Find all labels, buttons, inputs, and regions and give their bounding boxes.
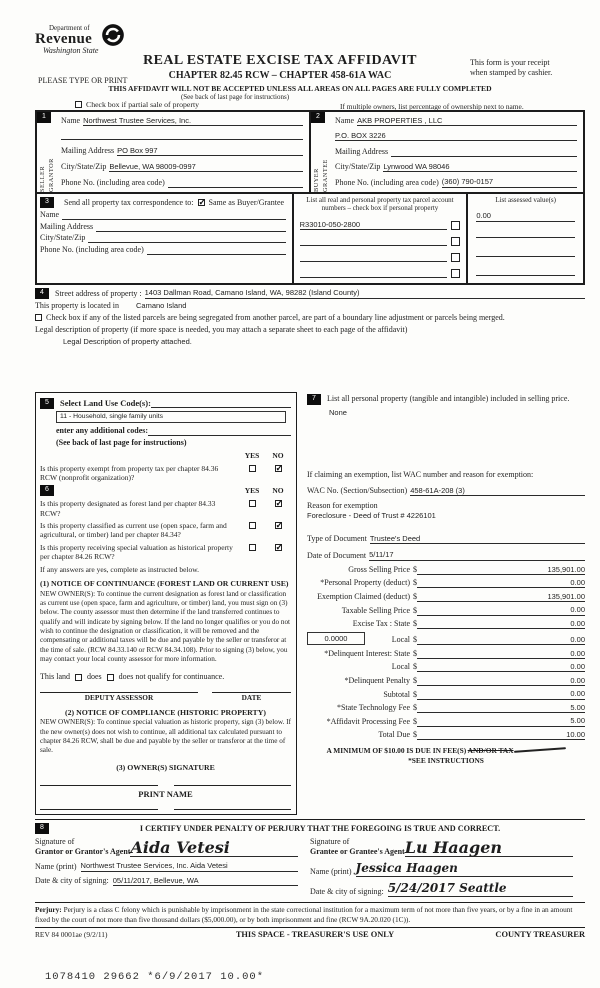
fee-label: Total Due	[378, 730, 410, 740]
partial-sale-row	[75, 100, 199, 110]
buyer-word: BUYER	[313, 168, 321, 192]
agency-line2: Revenue	[35, 30, 93, 47]
assessed-field[interactable]	[476, 229, 575, 238]
notice2-title: (2) NOTICE OF COMPLIANCE (HISTORIC PROPERTY)	[65, 707, 266, 717]
dollar-sign: $	[413, 689, 417, 699]
parcel-field[interactable]	[300, 269, 448, 278]
cashier-stamp: 1078410 29662 *6/9/2017 10.00*	[45, 970, 265, 983]
exempt-question: Is this property exempt from property tax per chapter 84.36 RCW (nonprofit organization)?	[40, 463, 219, 482]
footer-row	[35, 930, 585, 941]
parcel-field[interactable]: R33010-050-2800	[300, 220, 448, 230]
dollar-sign: $	[413, 619, 417, 629]
section7	[297, 392, 585, 815]
notice1-title: (1) NOTICE OF CONTINUANCE (FOREST LAND OR CURRENT USE)	[40, 578, 289, 588]
fee-label: Gross Selling Price	[348, 564, 410, 574]
forest-yes-checkbox[interactable]	[249, 500, 256, 507]
dollar-sign: $	[413, 578, 417, 588]
wac-field[interactable]: 458-61A-208 (3)	[410, 486, 585, 496]
receipt-note-line1: This form is your receipt	[470, 58, 550, 67]
parcel-checkbox[interactable]	[451, 269, 460, 278]
see-instructions-note: *SEE INSTRUCTIONS	[408, 755, 484, 765]
owner-printname-line[interactable]	[174, 809, 292, 810]
reason-label: Reason for exemption	[307, 500, 378, 510]
seller-side	[37, 112, 59, 192]
county-treasurer-label: COUNTY TREASURER	[495, 930, 585, 940]
fee-value[interactable]: 0.00	[417, 635, 585, 645]
personal-property-value: None	[329, 408, 347, 418]
does-checkbox[interactable]	[75, 674, 82, 681]
multiple-owners-note: If multiple owners, list percentage of ownership next to name.	[340, 102, 524, 111]
street-address-field[interactable]: 1403 Dallman Road, Camano Island, WA, 98282 (Island County)	[145, 288, 585, 298]
section6-badge: 6	[40, 485, 54, 496]
reason-value: Foreclosure - Deed of Trust # 4226101	[307, 510, 436, 520]
rev-number: REV 84 0001ae (9/2/11)	[35, 930, 108, 940]
land-use-box	[35, 392, 297, 815]
fee-label: Local	[391, 635, 410, 645]
doc-date-field[interactable]: 5/11/17	[369, 550, 585, 560]
current-use-yes-checkbox[interactable]	[249, 522, 256, 529]
notice1-body: NEW OWNER(S): To continue the current designation as forest land or classification as current use (open space, farm and agriculture, or timber) land, you must sign on (3) below. The county assessor must then determine if the land transferred continues to qualify and will indicate by signing below. If the land no longer qualifies or you do not wish to continue the designation or classification, it will be removed and the compensating or additional taxes will be due and payable by the seller or transferor at the time of sale. (RCW 84.33.140 or RCW 84.34.108). Prior to signing (3) below, you may contact your local county assessor for more information.	[40, 589, 291, 664]
fee-value[interactable]: 0.00	[417, 619, 585, 629]
grantee-signature-field[interactable]: Lu Haagen	[405, 840, 573, 857]
assessed-header: List assessed value(s)	[495, 196, 556, 204]
historical-question: Is this property receiving special valuation as historical property per chapter 84.26 RCW?	[40, 542, 233, 562]
section7-badge: 7	[307, 394, 321, 405]
section3	[37, 194, 583, 283]
legal-description-value: Legal Description of property attached.	[63, 336, 192, 346]
section8	[35, 819, 585, 897]
notice2-body: NEW OWNER(S): To continue special valuation as historic property, sign (3) below. If the new owner(s) does not wish to continue, all additional tax calculated pursuant to chapter 84.26 RCW, shall be due and payable by the seller or transferor at the time of sale.	[40, 718, 291, 755]
grantee-name-field[interactable]: Jessica Haagen	[356, 861, 573, 877]
same-as-buyer-label: Same as Buyer/Grantee	[208, 197, 285, 207]
local-rate-box[interactable]: 0.0000	[307, 632, 365, 645]
fee-label: *Delinquent Interest: State	[324, 648, 410, 658]
fee-label: *Delinquent Penalty	[344, 676, 410, 686]
dollar-sign: $	[413, 730, 417, 740]
segregated-label: Check box if any of the listed parcels are being segregated from another parcel, are part of a boundary line adjustment or parcels being merged.	[46, 312, 505, 322]
forest-no-checkbox[interactable]	[275, 500, 282, 507]
historical-yes-checkbox[interactable]	[249, 544, 256, 551]
seller-mail-field[interactable]: PO Box 997	[117, 146, 303, 156]
fee-value[interactable]: 0.00	[417, 662, 585, 672]
seller-section	[37, 112, 309, 192]
seller-city-label: City/State/Zip	[61, 162, 107, 172]
section4-badge: 4	[35, 288, 49, 299]
fee-value[interactable]: 135,901.00	[417, 565, 585, 575]
minimum-due-struck-text: AND/OR TAX	[467, 746, 514, 756]
section1-badge: 1	[37, 112, 51, 123]
corr-phone-field[interactable]	[147, 246, 286, 255]
grantor-agent-label: Grantor or Grantor's Agent	[35, 847, 131, 857]
wac-label: WAC No. (Section/Subsection)	[307, 485, 408, 495]
doc-date-label: Date of Document	[307, 550, 367, 560]
fee-value[interactable]: 135,901.00	[417, 592, 585, 602]
see-back-label: (See back of last page for instructions)	[56, 438, 187, 448]
parcel-header: List all real and personal property tax parcel account numbers – check box if personal property	[306, 196, 454, 213]
form-subtitle: CHAPTER 82.45 RCW – CHAPTER 458-61A WAC	[168, 70, 392, 81]
grantor-word: GRANTOR	[48, 158, 55, 192]
agency-line3: Washington State	[43, 46, 99, 56]
assessed-field[interactable]	[476, 267, 575, 276]
name-print-label: Name (print)	[35, 861, 77, 871]
parcel-checkbox[interactable]	[451, 253, 460, 262]
section5-badge: 5	[40, 398, 54, 409]
doc-type-field[interactable]: Trustee's Deed	[370, 534, 585, 544]
signature-of-label: Signature of	[310, 837, 350, 847]
seller-vertical-label	[37, 123, 59, 192]
date-city-label: Date & city of signing:	[35, 875, 109, 885]
street-address-label: Street address of property :	[55, 288, 142, 298]
buyer-phone-field[interactable]: (360) 790-0157	[442, 177, 577, 187]
no-header: NO	[272, 486, 284, 496]
dollar-sign: $	[413, 592, 417, 602]
exemption-label: If claiming an exemption, list WAC number and reason for exemption:	[307, 469, 534, 479]
send-correspondence-label: Send all property tax correspondence to:	[64, 197, 194, 207]
exempt-no-checkbox[interactable]	[275, 465, 282, 472]
no-header: NO	[272, 451, 284, 461]
name-print-label: Name (print)	[310, 867, 352, 877]
assessed-field[interactable]	[476, 248, 575, 257]
minimum-due-note	[307, 746, 585, 755]
buyer-section	[309, 112, 583, 192]
form-title: REAL ESTATE EXCISE TAX AFFIDAVIT	[143, 53, 417, 68]
pen-scribble	[514, 747, 566, 753]
fee-label: Subtotal	[383, 689, 410, 699]
warning-line: THIS AFFIDAVIT WILL NOT BE ACCEPTED UNLESS ALL AREAS ON ALL PAGES ARE FULLY COMPLETED	[108, 84, 492, 93]
grantee-word: GRANTEE	[322, 159, 329, 192]
grantee-signature-block	[310, 837, 585, 897]
does-not-label: does not qualify for continuance.	[118, 672, 225, 682]
fee-value[interactable]: 0.00	[417, 649, 585, 659]
receipt-note	[470, 58, 582, 78]
date-city-label: Date & city of signing:	[310, 887, 384, 897]
dollar-sign: $	[413, 564, 417, 574]
parcel-field[interactable]	[300, 237, 448, 246]
corr-name-field[interactable]	[62, 211, 286, 220]
corr-city-label: City/State/Zip	[40, 233, 86, 242]
perjury-lead: Perjury:	[35, 905, 62, 915]
please-type-label: PLEASE TYPE OR PRINT	[38, 76, 128, 85]
partial-sale-label: Check box if partial sale of property	[86, 100, 200, 109]
section2-badge: 2	[311, 112, 325, 123]
owner-printname-line[interactable]	[40, 809, 158, 810]
dollar-sign: $	[413, 605, 417, 615]
historical-no-checkbox[interactable]	[275, 544, 282, 551]
seller-word: SELLER	[39, 165, 47, 192]
grantor-signature-field[interactable]: Aida Vetesi	[130, 840, 298, 857]
fee-value[interactable]: 5.00	[417, 703, 585, 713]
dollar-sign: $	[413, 703, 417, 713]
current-use-no-checkbox[interactable]	[275, 522, 282, 529]
section4	[35, 288, 585, 390]
section8-badge: 8	[35, 823, 49, 834]
assessed-field[interactable]: 0.00	[476, 211, 575, 221]
signature-of-label: Signature of	[35, 837, 75, 847]
doc-type-label: Type of Document	[307, 534, 367, 544]
buyer-extra-field[interactable]: P.O. BOX 3226	[335, 131, 577, 141]
owners-signature-title: (3) OWNER(S) SIGNATURE	[116, 762, 215, 772]
grantee-date-field[interactable]: 5/24/2017 Seattle	[388, 881, 573, 897]
corr-phone-label: Phone No. (including area code)	[40, 244, 144, 254]
corr-mail-field[interactable]	[96, 223, 286, 232]
seller-name-field[interactable]: Northwest Trustee Services, Inc.	[83, 116, 303, 126]
dollar-sign: $	[413, 648, 417, 658]
forest-land-question: Is this property designated as forest land per chapter 84.33 RCW?	[40, 499, 216, 518]
personal-property-label: List all personal property (tangible and intangible) included in selling price.	[327, 394, 570, 404]
seller-extra-field[interactable]	[61, 131, 303, 140]
this-land-label: This land	[40, 672, 70, 682]
located-label: This property is located in	[35, 300, 119, 310]
segregated-checkbox[interactable]	[35, 314, 42, 321]
fee-label: Exemption Claimed (deduct)	[317, 592, 410, 602]
owner-signature-line[interactable]	[40, 785, 158, 786]
same-as-buyer-checkbox[interactable]	[198, 199, 205, 206]
see-back-note: (See back of last page for instructions)	[180, 93, 290, 101]
fee-label: Local	[391, 662, 410, 672]
date-label: DATE	[241, 693, 262, 703]
fee-value[interactable]: 10.00	[417, 730, 585, 740]
fee-label: *Affidavit Processing Fee	[326, 716, 410, 726]
parcel-checkbox[interactable]	[451, 237, 460, 246]
receipt-note-line2: when stamped by cashier.	[470, 68, 553, 77]
grantor-signature-block	[35, 837, 310, 897]
parcel-field[interactable]	[300, 253, 448, 262]
yes-header: YES	[244, 451, 260, 461]
form-header	[0, 0, 600, 110]
corr-city-field[interactable]	[88, 234, 285, 243]
current-use-question: Is this property classified as current use (open space, farm and agricultural, or timber) land per chapter 84.34?	[40, 521, 227, 540]
perjury-body: Perjury is a class C felony which is punishable by imprisonment in the state correctional institution for a maximum term of not more than five years, or by a fine in an amount fixed by the court of not more than five thousand dollars ($5,000.00), or by both imprisonment and fine (RCW 9A.20.020 (1C)).	[35, 905, 573, 924]
dollar-sign: $	[413, 716, 417, 726]
buyer-phone-label: Phone No. (including area code)	[335, 177, 439, 187]
fee-label: *Personal Property (deduct)	[320, 578, 410, 588]
buyer-mail-label: Mailing Address	[335, 146, 389, 156]
seller-city-field[interactable]: Bellevue, WA 98009-0997	[109, 162, 303, 172]
exempt-yes-checkbox[interactable]	[249, 465, 256, 472]
agency-line1: Department of	[49, 24, 90, 32]
fee-value[interactable]: 0.00	[417, 689, 585, 699]
section3-badge: 3	[40, 197, 54, 208]
perjury-note	[35, 902, 585, 928]
buyer-name-label: Name	[335, 115, 355, 125]
fee-label: Excise Tax : State	[352, 619, 410, 629]
partial-sale-checkbox[interactable]	[75, 101, 82, 108]
buyer-city-label: City/State/Zip	[335, 162, 381, 171]
buyer-side	[311, 112, 333, 192]
grantee-agent-label: Grantee or Grantee's Agent	[310, 847, 405, 857]
fee-label: *State Technology Fee	[336, 703, 410, 713]
buyer-mail-field[interactable]	[391, 148, 577, 157]
treasurer-space-label: THIS SPACE - TREASURER'S USE ONLY	[235, 930, 395, 940]
seller-phone-field[interactable]	[168, 179, 303, 188]
owner-signature-line[interactable]	[174, 785, 292, 786]
fee-value[interactable]: 0.00	[417, 578, 585, 588]
if-any-note: If any answers are yes, complete as instructed below.	[40, 564, 200, 574]
corr-mail-label: Mailing Address	[40, 221, 94, 231]
fee-value[interactable]: 0.00	[417, 605, 585, 615]
print-name-label: PRINT NAME	[138, 788, 193, 799]
grantor-name-field[interactable]: Northwest Trustee Services, Inc. Aida Vetesi	[81, 861, 298, 871]
certification-statement: I CERTIFY UNDER PENALTY OF PERJURY THAT THE FOREGOING IS TRUE AND CORRECT.	[139, 823, 501, 833]
land-use-title-line	[151, 399, 291, 408]
does-label: does	[87, 672, 102, 682]
buyer-city-field[interactable]: Lynwood WA 98046	[383, 162, 577, 172]
additional-codes-label: enter any additional codes:	[56, 426, 149, 436]
revenue-swirl-icon	[100, 22, 126, 51]
fee-value[interactable]: 5.00	[417, 716, 585, 726]
seller-mail-label: Mailing Address	[61, 146, 115, 156]
seller-name-label: Name	[61, 115, 81, 125]
grantor-date-field[interactable]: 05/11/2017, Bellevue, WA	[113, 876, 298, 886]
does-not-checkbox[interactable]	[107, 674, 114, 681]
parties-box	[35, 110, 585, 285]
legal-description-label: Legal description of property (if more space is needed, you may attach a separate sheet to each page of the affidavit)	[35, 324, 408, 334]
fee-label: Taxable Selling Price	[341, 605, 410, 615]
dollar-sign: $	[413, 676, 417, 686]
seller-phone-label: Phone No. (including area code)	[61, 177, 165, 187]
additional-codes-field[interactable]	[148, 427, 291, 436]
parcel-checkbox[interactable]	[451, 221, 460, 230]
land-use-code-field[interactable]: 11 - Household, single family units	[56, 411, 286, 423]
located-field[interactable]: Camano Island	[135, 301, 187, 311]
yes-header: YES	[244, 486, 260, 496]
corr-name-label: Name	[40, 210, 60, 219]
dollar-sign: $	[413, 662, 417, 672]
deputy-assessor-label: DEPUTY ASSESSOR	[84, 693, 154, 703]
fee-value[interactable]: 0.00	[417, 676, 585, 686]
land-use-title: Select Land Use Code(s):	[60, 397, 151, 408]
buyer-name-field[interactable]: AKB PROPERTIES , LLC	[357, 116, 577, 126]
buyer-vertical-label	[311, 123, 333, 192]
minimum-due-text: A MINIMUM OF $10.00 IS DUE IN FEE(S)	[326, 746, 468, 756]
dollar-sign: $	[413, 635, 417, 645]
